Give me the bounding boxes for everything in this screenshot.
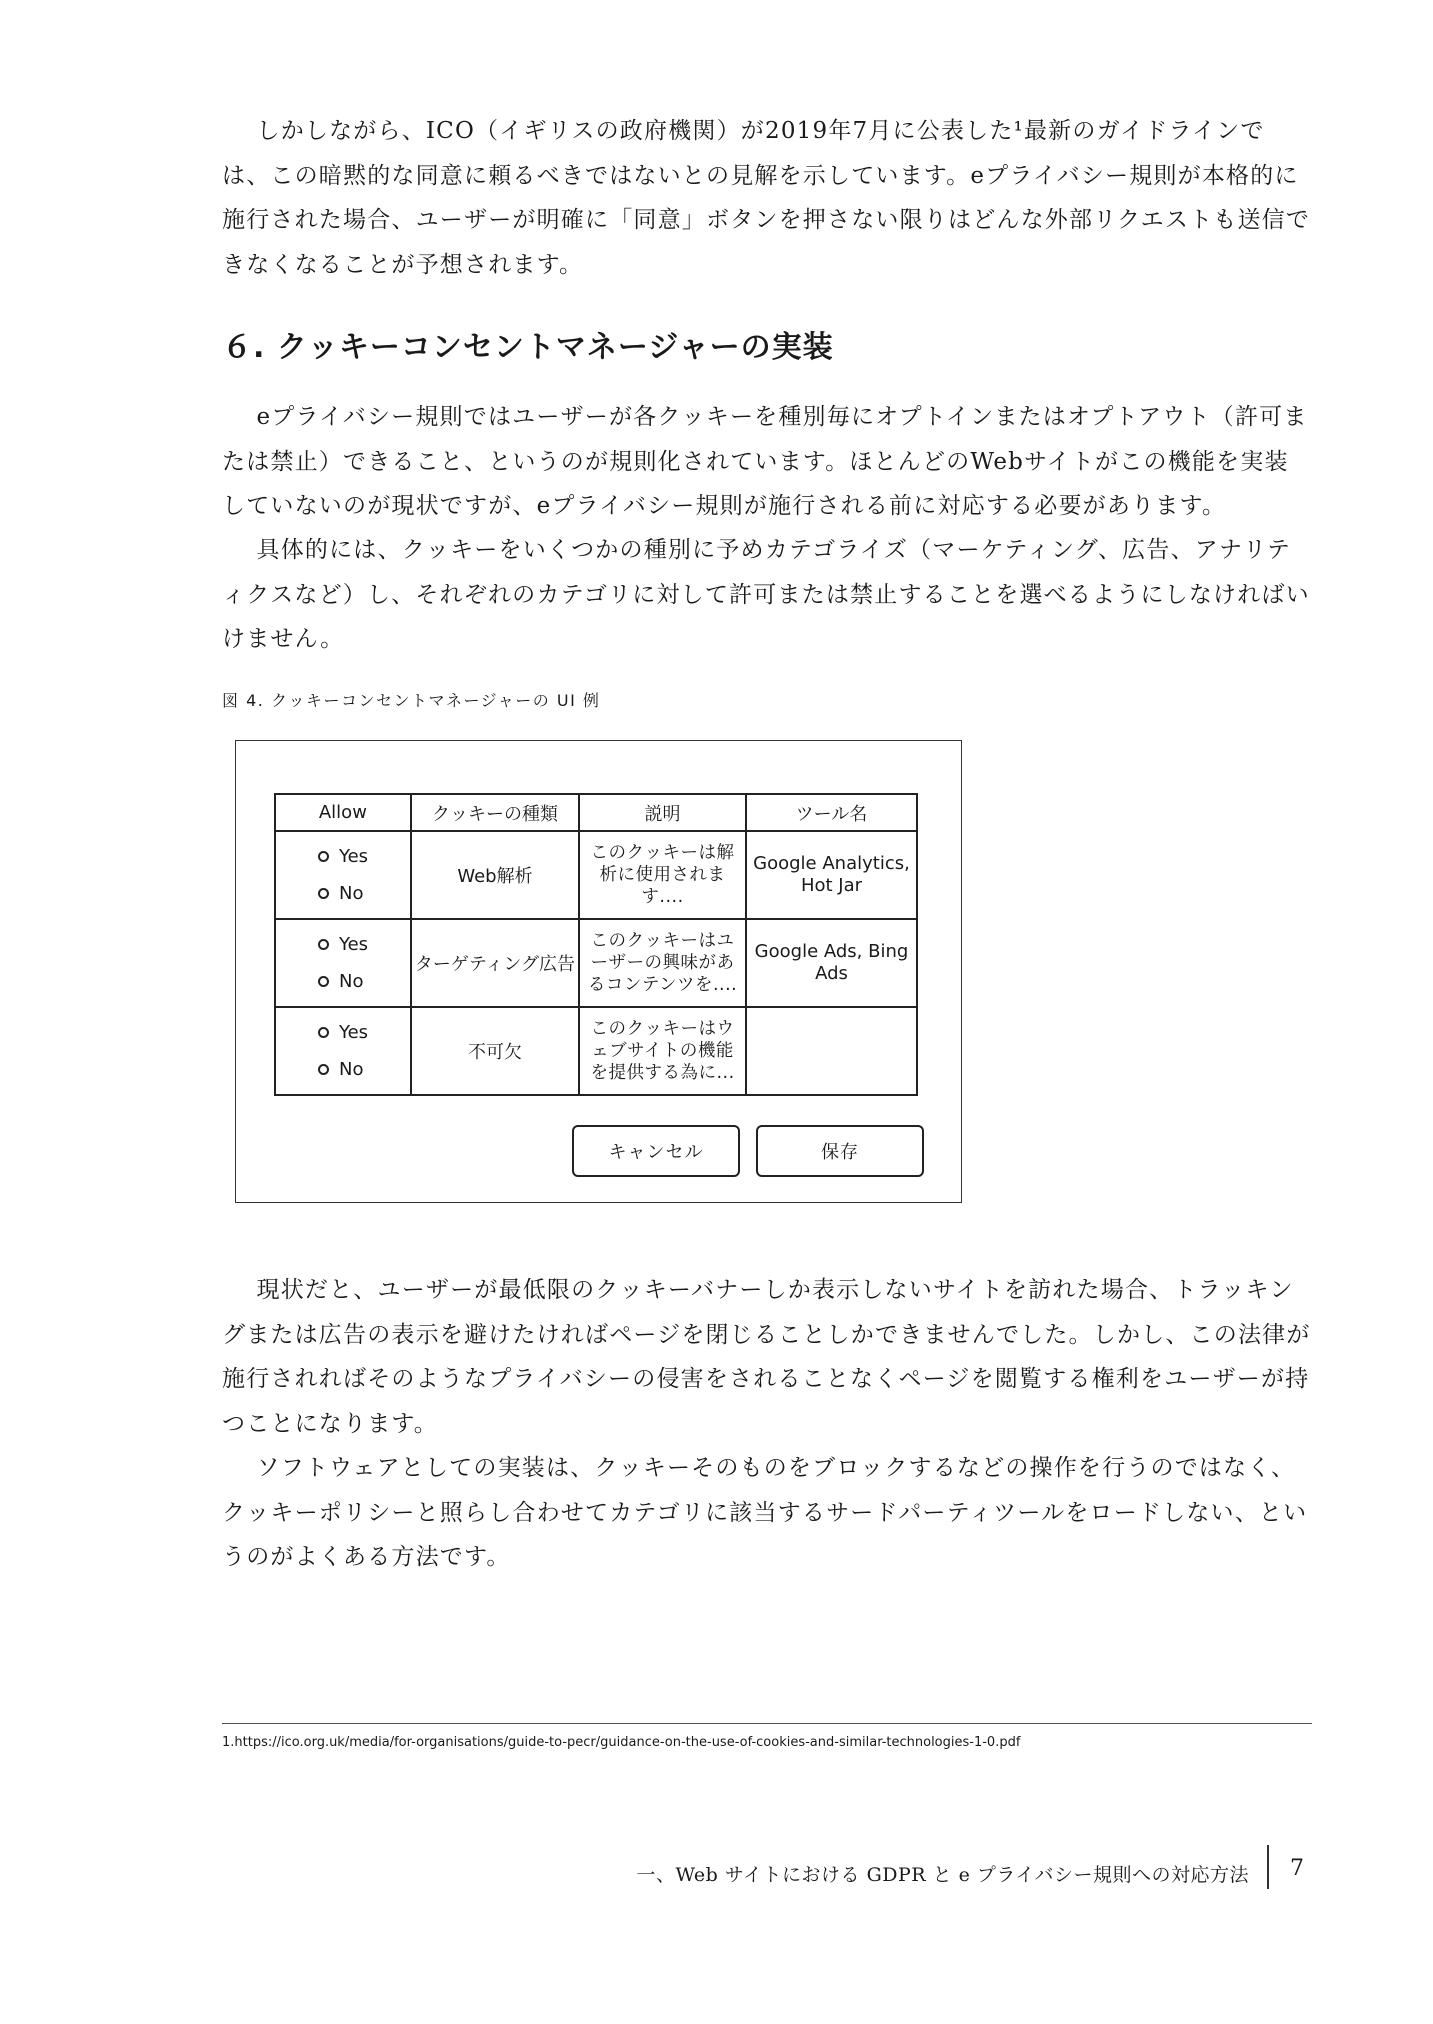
footer-divider	[1267, 1845, 1269, 1889]
radio-circle-icon[interactable]	[318, 851, 329, 862]
running-footer-title: 一、Web サイトにおける GDPR と e プライバシー規則への対応方法	[636, 1864, 1249, 1886]
cancel-button[interactable]: キャンセル	[572, 1125, 740, 1177]
radio-no-label: No	[339, 971, 364, 992]
radio-circle-icon[interactable]	[318, 1064, 329, 1075]
footnote-divider	[222, 1723, 1312, 1724]
allow-cell	[275, 831, 411, 919]
description-cell: このクッキーはウェブサイトの機能を提供する為に...	[579, 1007, 746, 1095]
cookie-type-cell: Web解析	[411, 831, 579, 919]
radio-yes-label: Yes	[339, 934, 369, 955]
figure-caption: 図 4. クッキーコンセントマネージャーの UI 例	[222, 691, 601, 710]
table-header-row	[275, 794, 917, 831]
radio-no[interactable]	[318, 971, 363, 992]
radio-yes[interactable]	[318, 846, 368, 867]
cookie-type-cell: 不可欠	[411, 1007, 579, 1095]
table-row	[275, 1007, 917, 1095]
header-description: 説明	[579, 794, 746, 831]
radio-circle-icon[interactable]	[318, 888, 329, 899]
table-row	[275, 919, 917, 1007]
radio-yes[interactable]	[318, 1022, 368, 1043]
radio-no[interactable]	[318, 883, 363, 904]
description-cell: このクッキーは解析に使用されます....	[579, 831, 746, 919]
paragraph-categorize: 具体的には、クッキーをいくつかの種別に予めカテゴライズ（マーケティング、広告、アナリティクスなど）し、それぞれのカテゴリに対して許可または禁止することを選べるようにしなければいけません。	[222, 537, 1310, 652]
header-cookie-type: クッキーの種類	[411, 794, 579, 831]
radio-circle-icon[interactable]	[318, 976, 329, 987]
page-number: 7	[1290, 1856, 1304, 1881]
paragraph-ico-guidance: しかしながら、ICO（イギリスの政府機関）が2019年7月に公表した¹最新のガイドラインでは、この暗黙的な同意に頼るべきではないとの見解を示しています。eプライバシー規則が本格的に施行された場合、ユーザーが明確に「同意」ボタンを押さない限りはどんな外部リクエストも送信できなくなることが予想されます。	[222, 118, 1311, 278]
radio-circle-icon[interactable]	[318, 1027, 329, 1038]
header-tool-name: ツール名	[746, 794, 917, 831]
paragraph-implementation: ソフトウェアとしての実装は、クッキーそのものをブロックするなどの操作を行うのではなく、クッキーポリシーと照らし合わせてカテゴリに該当するサードパーティツールをロードしない、というのがよくある方法です。	[222, 1455, 1308, 1570]
radio-no[interactable]	[318, 1059, 363, 1080]
save-button[interactable]: 保存	[756, 1125, 924, 1177]
radio-no-label: No	[339, 1059, 364, 1080]
cookie-consent-table	[274, 793, 918, 1096]
paragraph-opt-in-out: eプライバシー規則ではユーザーが各クッキーを種別毎にオプトインまたはオプトアウト（許可または禁止）できること、というのが規則化されています。ほとんどのWebサイトがこの機能を実装していないのが現状ですが、eプライバシー規則が施行される前に対応する必要があります。	[222, 404, 1308, 519]
table-row	[275, 831, 917, 919]
cookie-type-cell: ターゲティング広告	[411, 919, 579, 1007]
paragraph-current-state: 現状だと、ユーザーが最低限のクッキーバナーしか表示しないサイトを訪れた場合、トラッキングまたは広告の表示を避けたければページを閉じることしかできませんでした。しかし、この法律が施行されればそのようなプライバシーの侵害をされることなくページを閲覧する権利をユーザーが持つことになります。	[222, 1277, 1311, 1437]
description-cell: このクッキーはユーザーの興味があるコンテンツを....	[579, 919, 746, 1007]
tool-cell: Google Analytics, Hot Jar	[746, 831, 917, 919]
radio-yes-label: Yes	[339, 846, 369, 867]
radio-yes-label: Yes	[339, 1022, 369, 1043]
tool-cell: Google Ads, Bing Ads	[746, 919, 917, 1007]
consent-manager-figure	[235, 740, 962, 1203]
radio-yes[interactable]	[318, 934, 368, 955]
allow-cell	[275, 1007, 411, 1095]
allow-cell	[275, 919, 411, 1007]
section-heading: ６. クッキーコンセントマネージャーの実装	[222, 330, 834, 365]
tool-cell	[746, 1007, 917, 1095]
radio-circle-icon[interactable]	[318, 939, 329, 950]
radio-no-label: No	[339, 883, 364, 904]
footnote-link[interactable]: 1.https://ico.org.uk/media/for-organisations/guide-to-pecr/guidance-on-the-use-of-cookies-and-similar-technologies-1-0.pdf	[222, 1735, 1021, 1750]
header-allow: Allow	[275, 794, 411, 831]
